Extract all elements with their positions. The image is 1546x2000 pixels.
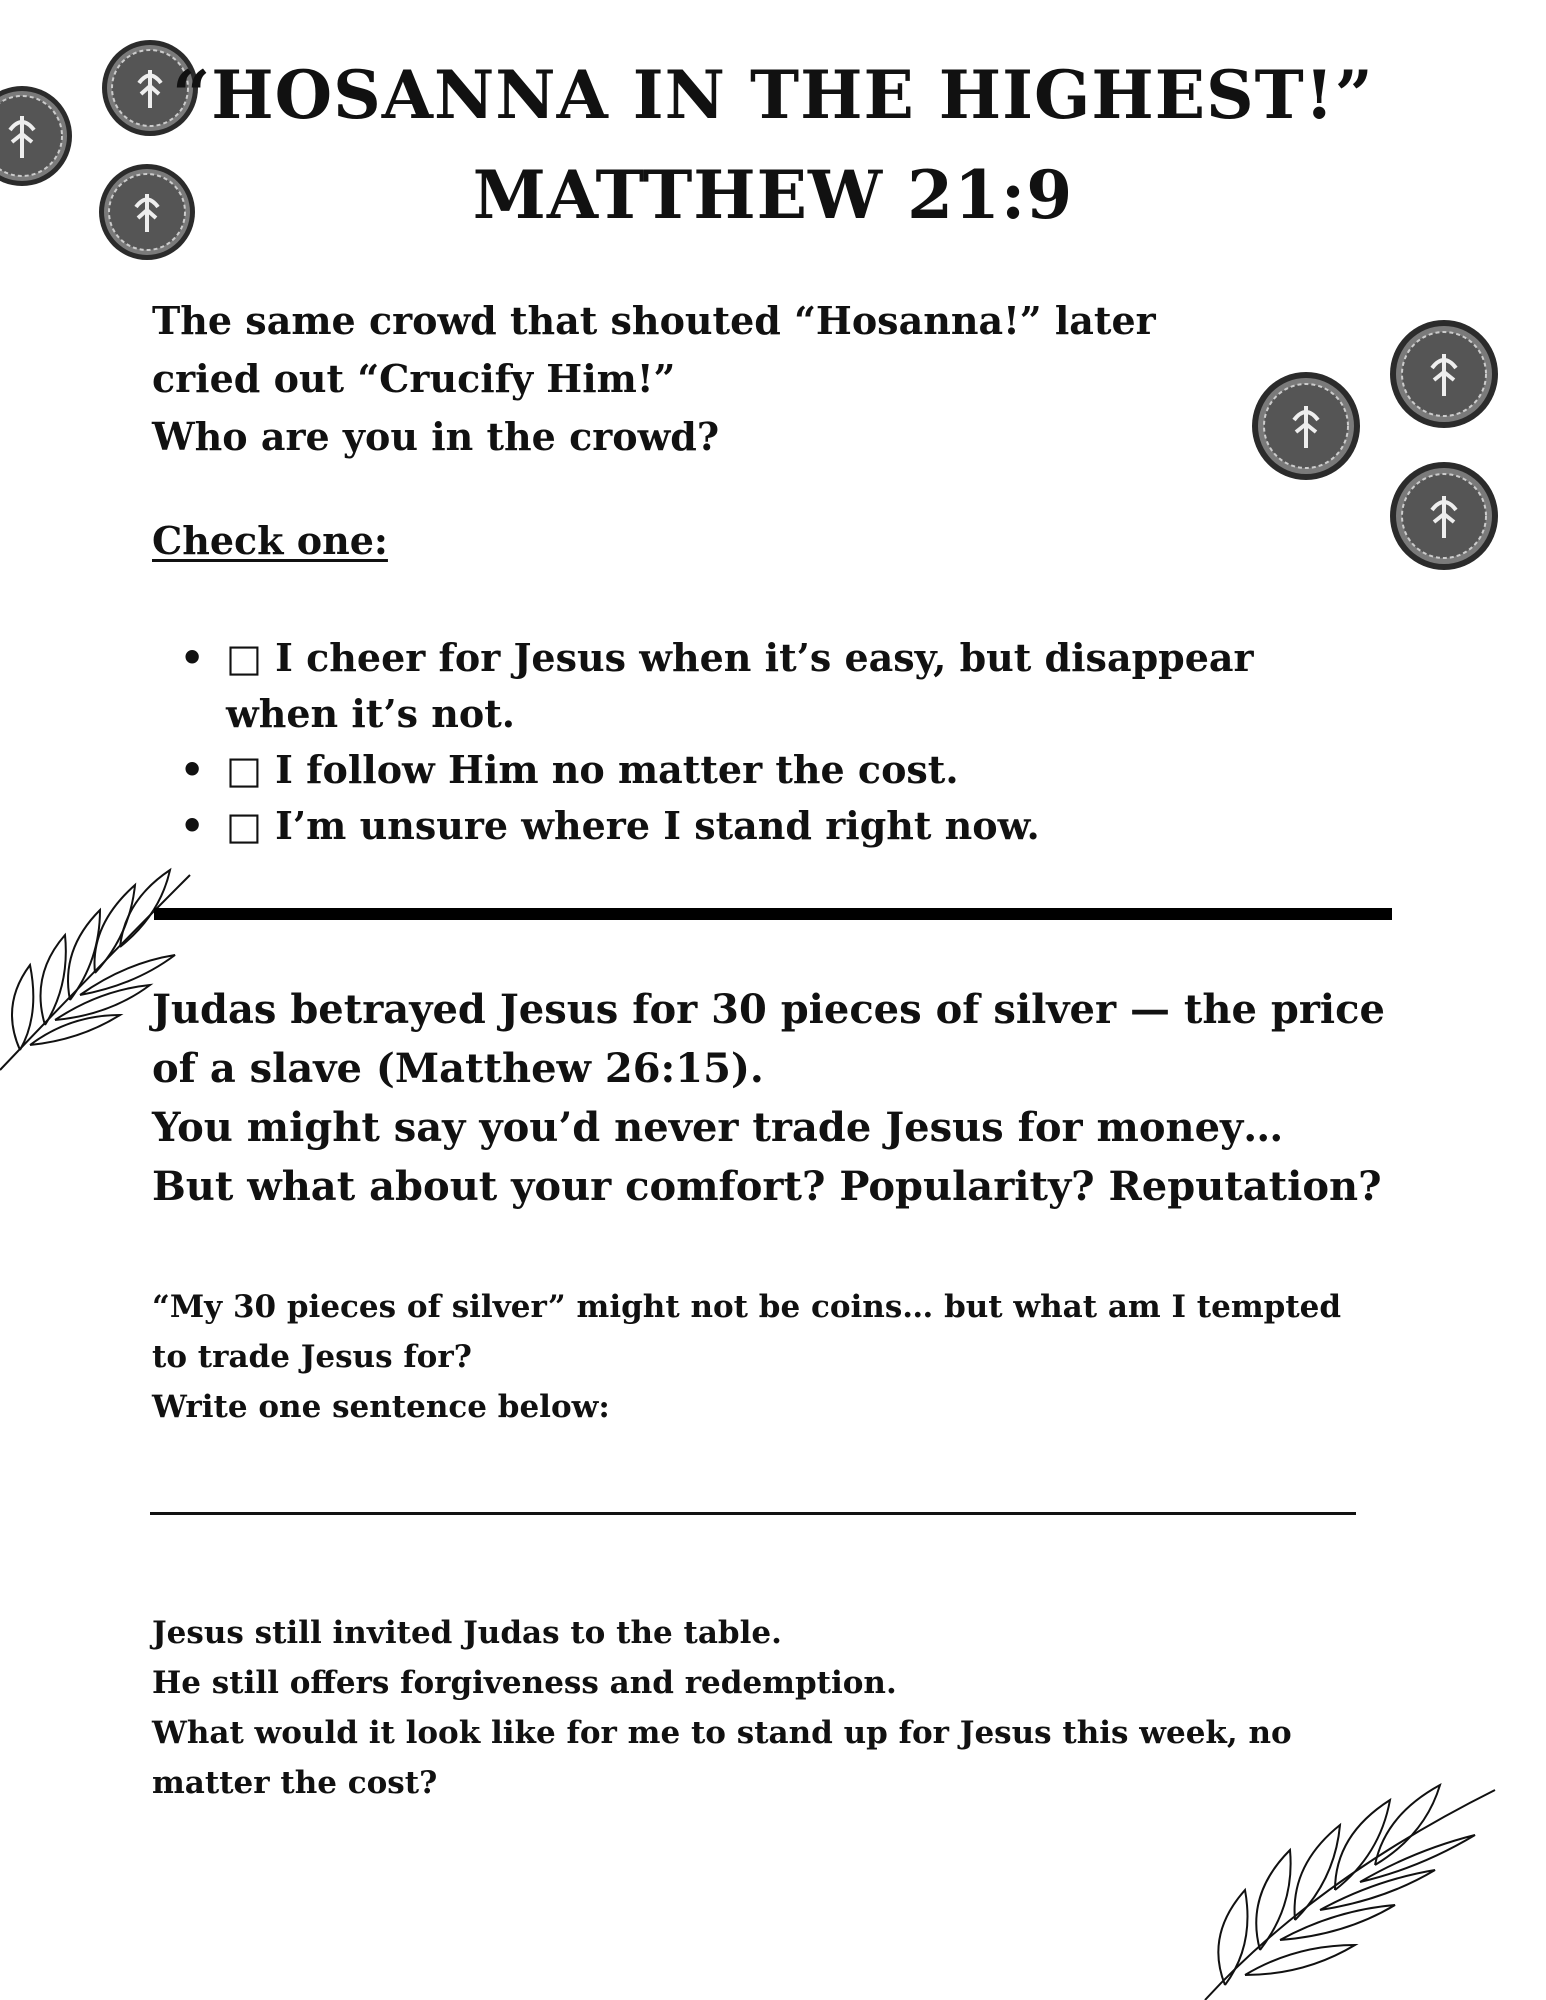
page-subtitle-reference: MATTHEW 21:9: [472, 156, 1074, 234]
judas-line: Judas betrayed Jesus for 30 pieces of silver — the price: [152, 986, 1385, 1033]
closing-line: Jesus still invited Judas to the table.: [152, 1615, 782, 1651]
page-title: “HOSANNA IN THE HIGHEST!”: [172, 56, 1374, 134]
closing-line: matter the cost?: [152, 1765, 438, 1801]
checkbox-option[interactable]: [180, 798, 1340, 854]
judas-line: of a slave (Matthew 26:15).: [152, 1045, 764, 1092]
closing-line: What would it look like for me to stand up for Jesus this week, no: [152, 1715, 1292, 1751]
bullet-icon: •: [180, 747, 205, 792]
silver-line: to trade Jesus for?: [152, 1339, 472, 1375]
option-label-continued: when it’s not.: [226, 691, 515, 736]
silver-prompt: [152, 1282, 1341, 1432]
coin-icon: [1388, 318, 1500, 430]
checkbox-option[interactable]: [180, 630, 1340, 742]
check-heading: Check one:: [152, 518, 388, 563]
intro-line: Who are you in the crowd?: [152, 414, 720, 459]
section-divider: [154, 908, 1392, 920]
silver-line: Write one sentence below:: [152, 1389, 610, 1425]
checkbox-list: [180, 630, 1340, 854]
closing-text: [152, 1608, 1292, 1808]
answer-write-line[interactable]: [150, 1512, 1356, 1515]
intro-line: The same crowd that shouted “Hosanna!” later: [152, 298, 1156, 343]
option-label: I follow Him no matter the cost.: [275, 747, 959, 792]
checkbox-icon[interactable]: □: [226, 803, 262, 848]
checkbox-icon[interactable]: □: [226, 747, 262, 792]
checkbox-option[interactable]: [180, 742, 1340, 798]
coin-icon: [1250, 370, 1362, 482]
checkbox-icon[interactable]: □: [226, 635, 262, 680]
option-label: I cheer for Jesus when it’s easy, but disappear: [275, 635, 1254, 680]
option-label: I’m unsure where I stand right now.: [275, 803, 1040, 848]
judas-line: You might say you’d never trade Jesus for money…: [152, 1104, 1284, 1151]
coin-icon: [1388, 460, 1500, 572]
bullet-icon: •: [180, 635, 205, 680]
closing-line: He still offers forgiveness and redemption.: [152, 1665, 897, 1701]
intro-line: cried out “Crucify Him!”: [152, 356, 676, 401]
judas-line: But what about your comfort? Popularity? Reputation?: [152, 1163, 1382, 1210]
bullet-icon: •: [180, 803, 205, 848]
intro-text: [152, 292, 1156, 466]
judas-text: [152, 980, 1385, 1216]
silver-line: “My 30 pieces of silver” might not be coins… but what am I tempted: [152, 1289, 1342, 1325]
